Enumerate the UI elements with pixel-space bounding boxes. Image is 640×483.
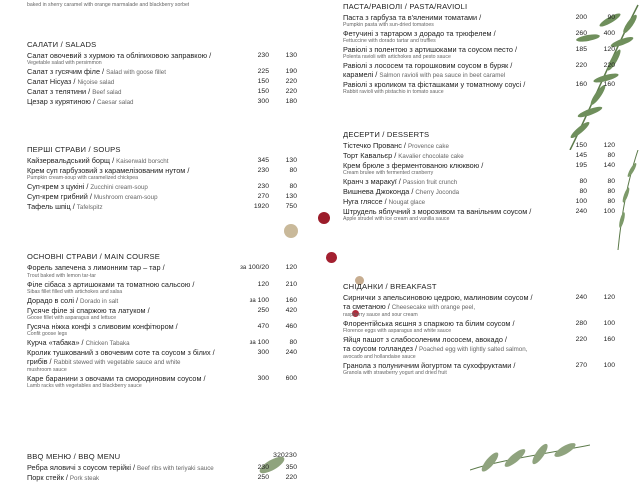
dish-name-english: Salad with goose fillet [106, 69, 166, 76]
menu-item [343, 151, 615, 161]
dish-description: Trout baked with lemon tar-tar [27, 273, 97, 279]
dish-portion: за 100 [249, 297, 269, 304]
section-title: BBQ МЕНЮ / BBQ MENU 320 230 [27, 452, 297, 461]
menu-item [27, 322, 297, 331]
dish-name-english: Caesar salad [97, 99, 134, 106]
dish-name: Штрудель яблучний з морозивом та ванільним соусом / [343, 207, 532, 216]
dish-name-english: Chicken Tabaka [85, 340, 130, 347]
menu-item [27, 97, 297, 107]
dish-name: карамелі / Salmon ravioli with pea sauce in beet caramel [343, 70, 506, 79]
dish-portion: за 100/20 [240, 264, 269, 271]
dish-price: 100 [603, 208, 615, 215]
dish-portion: 80 [579, 188, 587, 195]
dish-name: Кранч з маракуї / Passion fruit crunch [343, 177, 458, 186]
menu-item [27, 182, 297, 192]
dish-description: Lamb racks with vegetables and blackberry sauce [27, 383, 142, 389]
menu-item [27, 296, 297, 306]
peppercorn-icon [284, 224, 298, 238]
dish-name: Крем брюле з ферментованою клюквою / [343, 161, 484, 170]
dish-name: Салат з гусячим філе / Salad with goose fillet [27, 67, 166, 76]
menu-item [343, 197, 615, 207]
section-title: ПАСТА/РАВІОЛІ / PASTA/RAVIOLI [343, 2, 468, 11]
dish-portion: 300 [257, 98, 269, 105]
menu-item [27, 202, 297, 212]
dish-portion: 145 [575, 152, 587, 159]
dish-portion: 230 [257, 464, 269, 471]
dish-description: Goose fillet with asparagus and lettuce [27, 315, 117, 321]
dish-price: 80 [607, 188, 615, 195]
dish-price: 750 [285, 203, 297, 210]
dish-portion: 150 [257, 88, 269, 95]
dish-price: 100 [603, 320, 615, 327]
dish-name: Салат з телятини / Beef salad [27, 87, 122, 96]
dish-price: 130 [285, 193, 297, 200]
dish-description: Sibas fillet filled with artichokes and salsa [27, 289, 123, 295]
dish-price: 240 [285, 349, 297, 356]
dish-price: 100 [603, 362, 615, 369]
dish-portion: 100 [575, 198, 587, 205]
dish-portion: 300 [257, 349, 269, 356]
menu-section [343, 130, 615, 223]
dish-name-english: Zucchini cream-soup [90, 184, 148, 191]
dish-price: 80 [289, 167, 297, 174]
dish-name: Суп-крем з цукіні / Zucchini cream-soup [27, 182, 148, 191]
dish-name: Крем суп гарбузовий з карамелізованим нутом / [27, 166, 190, 175]
menu-item [27, 473, 297, 483]
dish-price: 80 [289, 183, 297, 190]
dish-name-english: Kavalier chocolate cake [398, 153, 464, 160]
dish-portion: 240 [575, 294, 587, 301]
dish-portion: 220 [575, 336, 587, 343]
dish-portion: 250 [257, 307, 269, 314]
dish-portion: 270 [575, 362, 587, 369]
dish-price: 220 [285, 78, 297, 85]
dish-portion: 220 [575, 62, 587, 69]
dish-name: Каре баранини з овочами та смородиновим соусом / [27, 374, 206, 383]
dish-price: 160 [285, 297, 297, 304]
menu-item [27, 280, 297, 289]
menu-item [343, 141, 615, 151]
dish-name-english: Pork steak [69, 475, 100, 482]
section-title: СНІДАНКИ / BREAKFAST [343, 282, 437, 291]
menu-item [343, 161, 615, 170]
dish-name: Нуга гляссе / Nougat glace [343, 197, 426, 206]
dish-portion: 240 [575, 208, 587, 215]
dish-name: грибів / Rabbit stewed with vegetable sauce and white [27, 357, 181, 366]
menu-item [27, 306, 297, 315]
section-header-number: 320 [273, 452, 286, 459]
section-header-number: 230 [285, 452, 297, 459]
menu-item [27, 156, 297, 166]
dish-description: Granola with strawberry yogurt and dried fruit [343, 370, 447, 376]
dish-description: Polenta ravioli with artichokes and pesto sauce [343, 54, 451, 60]
dish-portion: 150 [575, 142, 587, 149]
dish-portion: 280 [575, 320, 587, 327]
section-title: САЛАТИ / SALADS [27, 40, 97, 49]
section-title: ДЕСЕРТИ / DESSERTS [343, 130, 430, 139]
dish-name: Кайзервальдський борщ / Kaiserwald borscht [27, 156, 169, 165]
red-berry-icon [326, 252, 337, 263]
menu-item [27, 166, 297, 175]
dish-price: 350 [285, 464, 297, 471]
dish-name: Суп-крем грибний / Mushroom cream-soup [27, 192, 158, 201]
menu-item [27, 374, 297, 383]
dish-description: mushroom sauce [27, 367, 67, 373]
menu-item [27, 263, 297, 273]
dish-price: 160 [603, 336, 615, 343]
dish-price: 120 [603, 294, 615, 301]
dish-portion: 185 [575, 46, 587, 53]
menu-item [27, 87, 297, 97]
dish-price: 130 [285, 157, 297, 164]
dish-name: Торт Кавальєр / Kavalier chocolate cake [343, 151, 464, 160]
menu-item [343, 293, 615, 302]
menu-item [27, 463, 297, 473]
dish-portion: 230 [257, 52, 269, 59]
red-berry-icon [318, 212, 330, 224]
menu-item [343, 187, 615, 197]
dish-portion: 250 [257, 474, 269, 481]
dish-price: 160 [603, 81, 615, 88]
dish-price: 420 [285, 307, 297, 314]
dish-name-english: Poached egg with lightly salted salmon, [419, 346, 528, 353]
menu-item [343, 177, 615, 187]
portion-prefix: за [249, 340, 256, 346]
dish-name: Форель запечена з лимонним тар – тар / [27, 263, 165, 272]
menu-item [343, 302, 615, 312]
dish-description: avocado and hollandaise sauce [343, 354, 416, 360]
dish-name: Філе сібаса з артишоками та томатною сальсою / [27, 280, 195, 289]
menu-item [27, 357, 297, 367]
dish-name: Фетучині з тартаром з дорадо та трюфелем / [343, 29, 496, 38]
dish-portion: за 100 [249, 339, 269, 346]
dish-name-english: Beef salad [92, 89, 122, 96]
menu-item [343, 361, 615, 370]
dish-name: Яйця пашот з слабосоленим лососем, авокадо / [343, 335, 507, 344]
dish-price: 210 [285, 281, 297, 288]
menu-item [343, 207, 615, 216]
dish-price: 140 [603, 162, 615, 169]
dish-name-english: Passion fruit crunch [402, 179, 458, 186]
dish-name: Равіолі з полентою з артишоками та соусом песто / [343, 45, 518, 54]
dish-name: Цезар з курятиною / Caesar salad [27, 97, 134, 106]
dish-name: Порк стейк / Pork steak [27, 473, 100, 482]
dish-name: Салат Нісуаз / Niçoise salad [27, 77, 115, 86]
dish-name-english: Beef ribs with teriyaki sauce [137, 465, 214, 472]
menu-section [27, 452, 297, 483]
dish-name: Тістечко Прованс / Provence cake [343, 141, 449, 150]
dish-description: Fettuccine with dorado tartar and truffles [343, 38, 436, 44]
portion-prefix: за [240, 265, 247, 271]
dish-description: raspberry sauce and sour cream [343, 312, 418, 318]
dish-name-english: Rabbit stewed with vegetable sauce and white [53, 359, 181, 366]
dish-name: Флорентійська яєшня з спаржою та білим соусом / [343, 319, 515, 328]
menu-item [27, 338, 297, 348]
dish-price: 220 [285, 88, 297, 95]
dish-portion: 195 [575, 162, 587, 169]
dish-name-english: Salmon ravioli with pea sauce in beet caramel [379, 72, 506, 79]
menu-item [343, 335, 615, 344]
dish-name-english: Tafelspitz [76, 204, 103, 211]
dish-description: Florence eggs with asparagus and white sauce [343, 328, 452, 334]
dish-price: 130 [285, 52, 297, 59]
dish-portion: 150 [257, 78, 269, 85]
menu-item [343, 13, 615, 22]
dish-portion: 470 [257, 323, 269, 330]
menu-section [343, 282, 615, 377]
dish-price: 180 [285, 98, 297, 105]
dish-price: 460 [285, 323, 297, 330]
olive-branch-bottom-icon [470, 440, 590, 480]
dish-portion: 225 [257, 68, 269, 75]
dish-name-english: Provence cake [407, 143, 449, 150]
dish-price: 80 [607, 152, 615, 159]
dish-price: 80 [607, 198, 615, 205]
dish-name-english: Cheesecake with orange peel, [391, 304, 476, 311]
dish-name-english: Nougat glace [388, 199, 426, 206]
menu-item [343, 80, 615, 89]
dish-name: Курча «табака» / Chicken Tabaka [27, 338, 130, 347]
dish-price: 220 [285, 474, 297, 481]
section-title: ПЕРШІ СТРАВИ / SOUPS [27, 145, 121, 154]
dish-price: 80 [289, 339, 297, 346]
dish-price: 120 [285, 264, 297, 271]
dish-name: Равіолі з кроликом та фісташками у томатному соусі / [343, 80, 526, 89]
menu-item [343, 61, 615, 70]
menu-item [27, 67, 297, 77]
dish-description: Pumpkin pasta with sun-dried tomatoes [343, 22, 434, 28]
menu-item [343, 45, 615, 54]
portion-prefix: за [249, 298, 256, 304]
menu-item [27, 77, 297, 87]
dish-price: 190 [285, 68, 297, 75]
menu-item [27, 348, 297, 357]
dish-price: 600 [285, 375, 297, 382]
dish-price: 80 [607, 178, 615, 185]
dish-portion: 345 [257, 157, 269, 164]
menu-item [343, 70, 615, 80]
menu-section [27, 145, 297, 212]
menu-section [27, 40, 297, 107]
dish-name: Вишнева Джоконда / Cherry Joconda [343, 187, 460, 196]
dish-description: Confit goose legs [27, 331, 68, 337]
menu-item [27, 51, 297, 60]
dish-portion: 230 [257, 167, 269, 174]
dish-portion: 260 [575, 30, 587, 37]
dish-name: Тафель шпіц / Tafelspitz [27, 202, 103, 211]
dish-description: Apple strudel with ice cream and vanilla sauce [343, 216, 450, 222]
dish-name-english: Dorado in salt [80, 298, 119, 305]
dish-description: Pumpkin cream-soup with caramelized chickpea [27, 175, 139, 181]
dish-name: Гусяче філе зі спаржою та латуком / [27, 306, 150, 315]
dish-name-english: Mushroom cream-soup [93, 194, 158, 201]
dish-portion: 230 [257, 183, 269, 190]
dish-name-english: Niçoise salad [77, 79, 115, 86]
dish-name: Дорадо в солі / Dorado in salt [27, 296, 119, 305]
dish-price: 400 [603, 30, 615, 37]
dish-portion: 300 [257, 375, 269, 382]
dish-portion: 1920 [253, 203, 269, 210]
menu-item [27, 192, 297, 202]
dish-price: 120 [603, 142, 615, 149]
dish-name: та соусом голландез / Poached egg with lightly salted salmon, [343, 344, 528, 353]
menu-section [343, 2, 615, 96]
dish-portion: 80 [579, 178, 587, 185]
dish-price: 120 [603, 46, 615, 53]
dish-name: Гусяча ніжка конфі з сливовим конфітюром / [27, 322, 178, 331]
menu-item [343, 29, 615, 38]
dish-description: Rabbit ravioli with pistachio in tomato sauce [343, 89, 444, 95]
dish-portion: 200 [575, 14, 587, 21]
menu-section [27, 252, 297, 390]
dish-description: Vegetable salad with persimmon [27, 60, 102, 66]
dish-portion: 270 [257, 193, 269, 200]
dish-name: та сметаною / Cheesecake with orange peel, [343, 302, 476, 311]
dish-name: Кролик тушкований з овочевим соте та соусом з білих / [27, 348, 215, 357]
dish-name: Равіолі з лососем та горошковим соусом в буряк / [343, 61, 513, 70]
dish-portion: 160 [575, 81, 587, 88]
dish-name: Паста з гарбуза та в'яленими томатами / [343, 13, 482, 22]
dish-portion: 120 [257, 281, 269, 288]
menu-item [343, 319, 615, 328]
dish-name-english: Kaiserwald borscht [116, 158, 169, 165]
menu-item [343, 344, 615, 354]
dish-name: Гранола з полуничним йогуртом та сухофруктами / [343, 361, 516, 370]
dish-name-english: Cherry Joconda [415, 189, 460, 196]
dish-price: 90 [607, 14, 615, 21]
top-note: baked in sherry caramel with orange marmalade and blackberry sorbet [27, 2, 190, 8]
dish-name: Сирнички з апельсиновою цедрою, малиновим соусом / [343, 293, 533, 302]
section-title: ОСНОВНІ СТРАВИ / MAIN COURSE [27, 252, 161, 261]
dish-name: Салат овочевий з хурмою та обліпиховою заправкою / [27, 51, 212, 60]
dish-name: Ребра яловичі з соусом терійкі / Beef ribs with teriyaki sauce [27, 463, 214, 472]
dish-price: 220 [603, 62, 615, 69]
dish-description: Cream brulee with fermented cranberry [343, 170, 434, 176]
